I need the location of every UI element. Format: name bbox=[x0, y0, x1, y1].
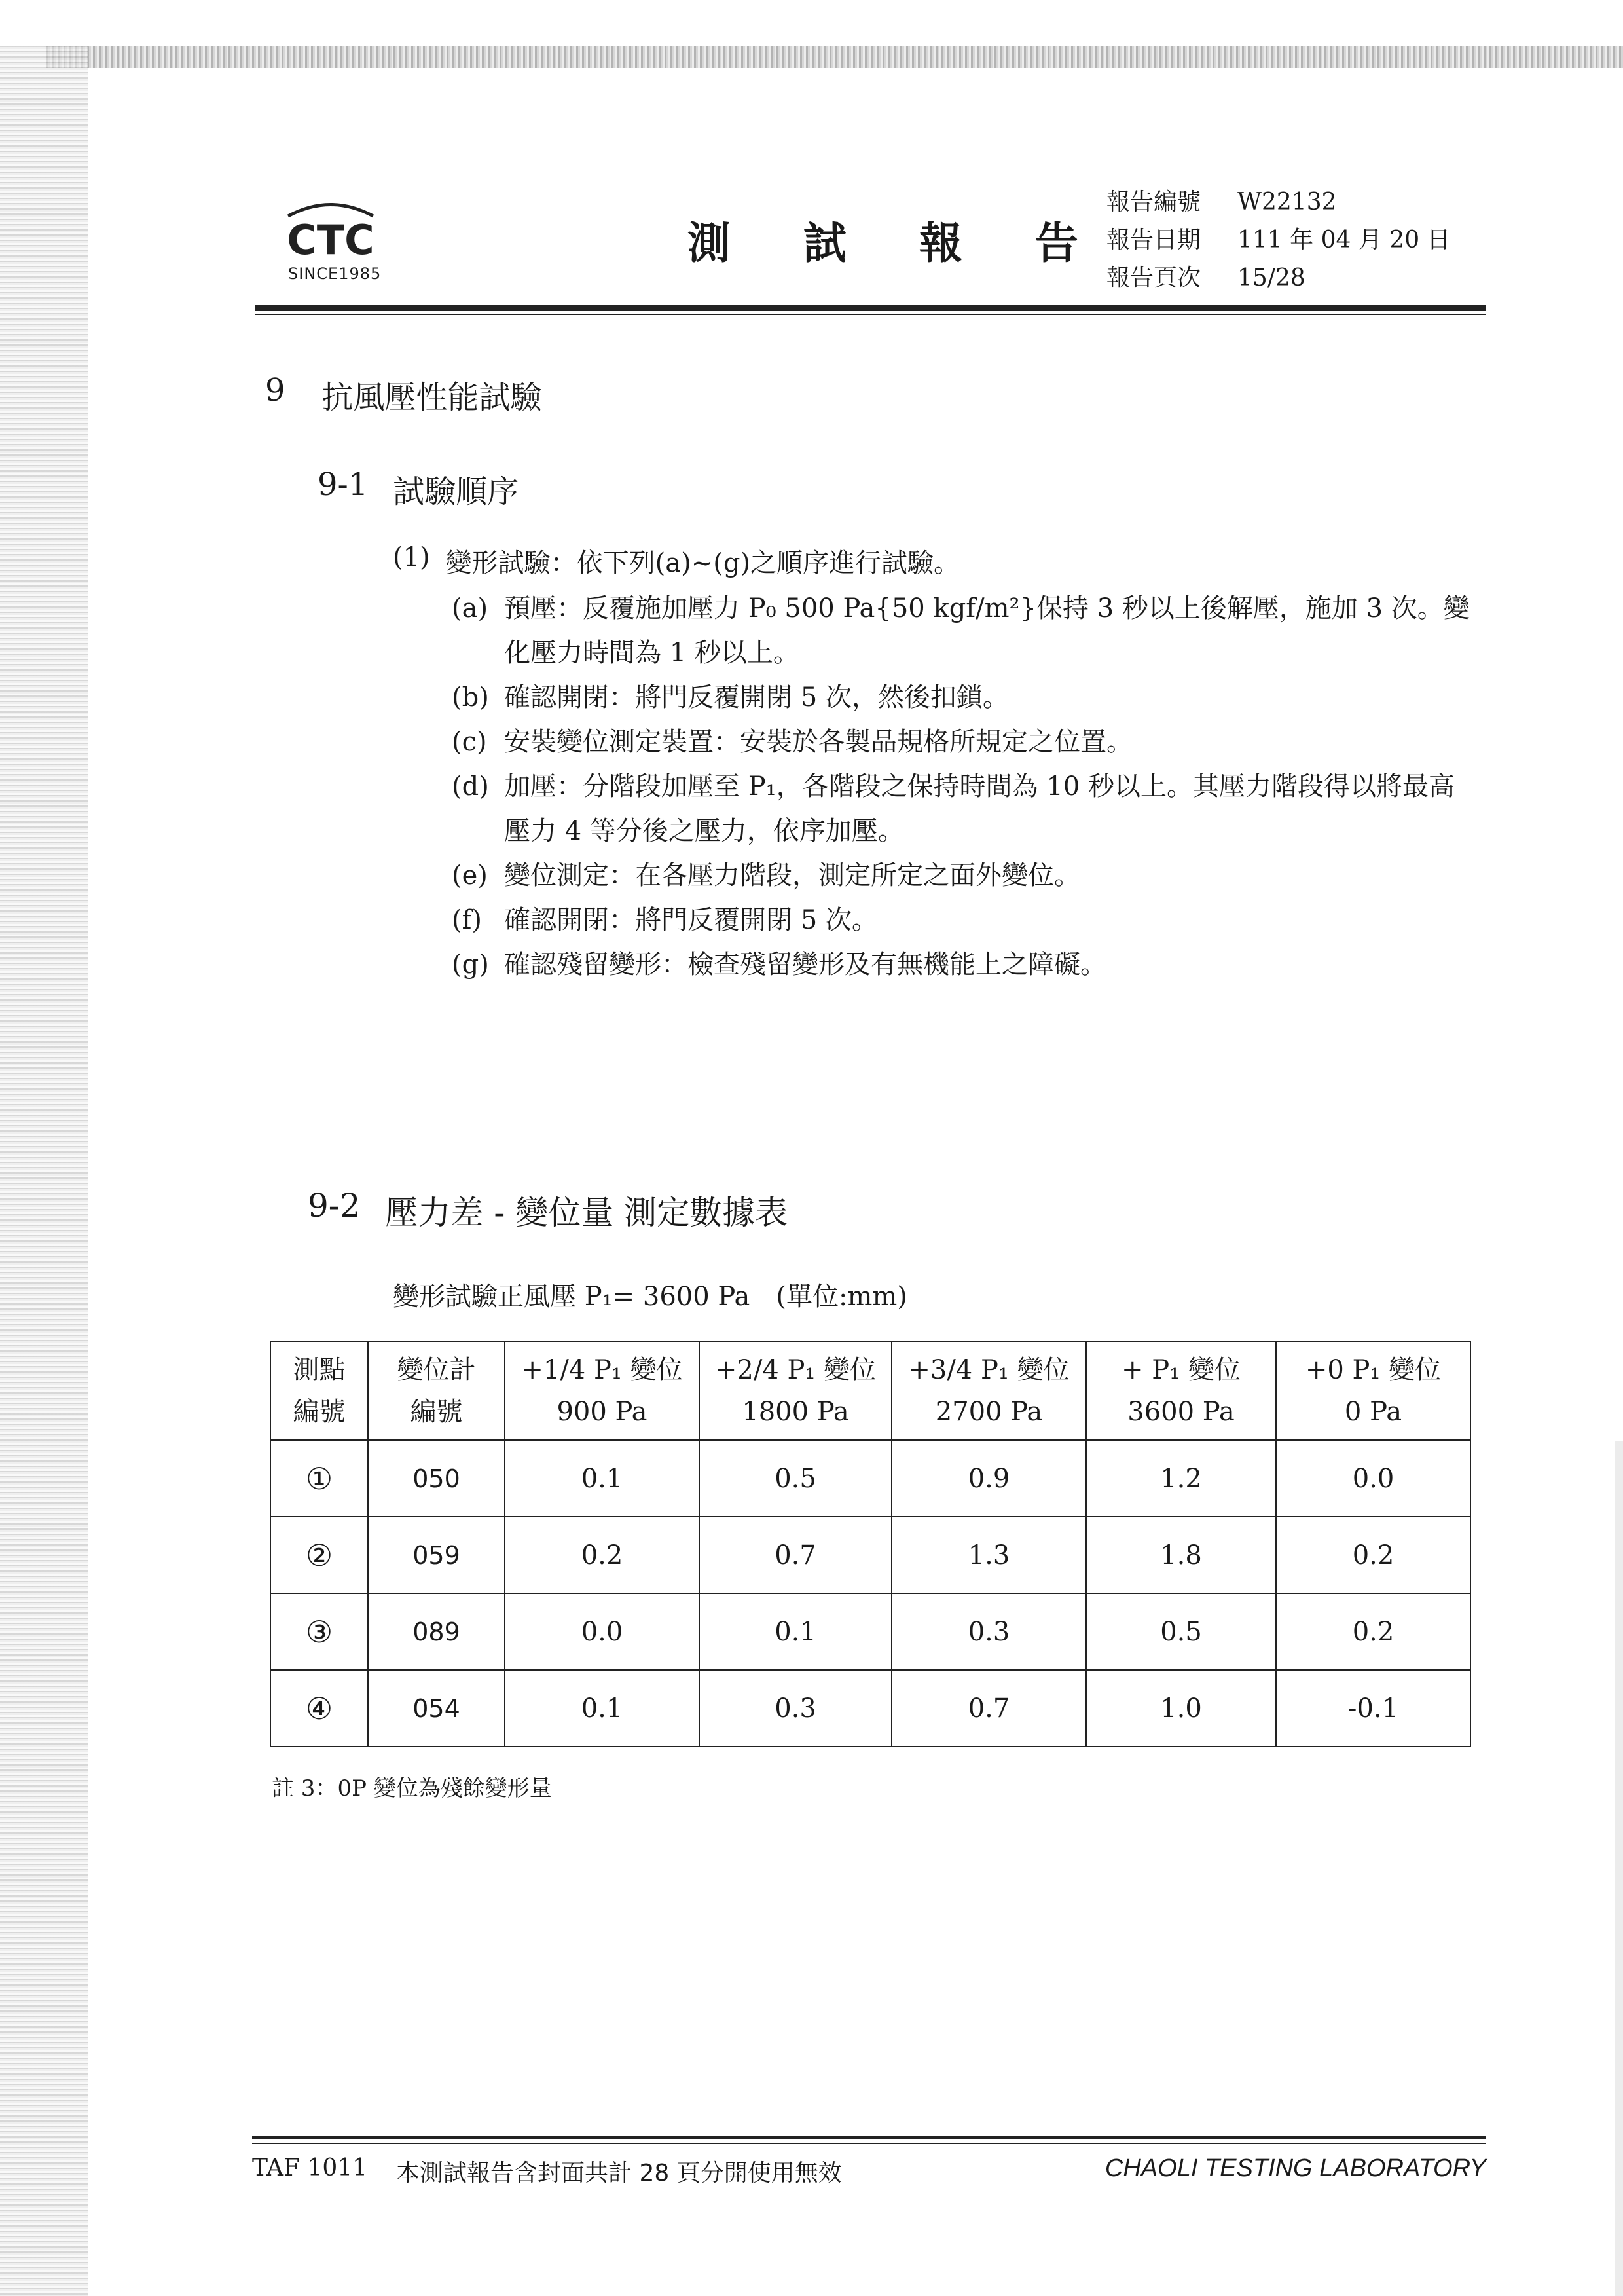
ctc-logo bbox=[275, 196, 386, 262]
header-line1: +1/4 P₁ 變位 bbox=[521, 1355, 683, 1385]
gauge-cell: 054 bbox=[368, 1670, 505, 1747]
value-cell: 0.0 bbox=[505, 1593, 699, 1670]
step-letter: (d) bbox=[452, 771, 489, 802]
meta-label: 報告日期 bbox=[1106, 227, 1201, 253]
logo-text: CTC bbox=[287, 216, 374, 262]
footer-rule bbox=[252, 2136, 1486, 2139]
step-text: 確認開閉：將門反覆開閉 5 次。 bbox=[504, 905, 878, 935]
footer-lab: CHAOLI TESTING LABORATORY bbox=[1104, 2155, 1486, 2182]
displacement-table bbox=[270, 1341, 1471, 1747]
table-note: 註 3：0P 變位為殘餘變形量 bbox=[272, 1775, 552, 1802]
value-cell: 0.7 bbox=[699, 1517, 892, 1593]
value-cell: 0.1 bbox=[505, 1670, 699, 1747]
point-cell: ③ bbox=[270, 1593, 368, 1670]
table-header-row bbox=[270, 1342, 1470, 1440]
procedure-step bbox=[452, 764, 1473, 853]
meta-value: W22132 bbox=[1237, 189, 1337, 215]
header-line2: 2700 Pa bbox=[935, 1397, 1043, 1427]
value-cell: 1.3 bbox=[892, 1517, 1086, 1593]
procedure-steps bbox=[452, 586, 1473, 987]
procedure-heading bbox=[393, 542, 960, 580]
meta-row-number bbox=[1106, 183, 1451, 221]
meta-label: 報告頁次 bbox=[1106, 265, 1201, 291]
value-cell: 0.5 bbox=[1086, 1593, 1276, 1670]
step-text: 確認開閉：將門反覆開閉 5 次，然後扣鎖。 bbox=[504, 682, 1009, 713]
footer bbox=[252, 2155, 1486, 2188]
step-text: 加壓：分階段加壓至 P₁，各階段之保持時間為 10 秒以上。其壓力階段得以將最高壓力 4 等分後之壓力，依序加壓。 bbox=[504, 771, 1455, 846]
step-letter: (f) bbox=[452, 905, 483, 935]
procedure-step bbox=[452, 853, 1473, 898]
section-number: 9 bbox=[265, 372, 285, 409]
table-row bbox=[270, 1440, 1470, 1517]
procedure-step bbox=[452, 942, 1473, 987]
scan-edge-right bbox=[1615, 1441, 1623, 2296]
footer-text: 本測試報告含封面共計 28 頁分開使用無效 bbox=[396, 2160, 842, 2187]
point-cell: ② bbox=[270, 1517, 368, 1593]
point-cell: ① bbox=[270, 1440, 368, 1517]
step-text: 確認殘留變形：檢查殘留變形及有無機能上之障礙。 bbox=[504, 950, 1106, 980]
meta-value: 15/28 bbox=[1237, 265, 1305, 291]
value-cell: -0.1 bbox=[1276, 1670, 1470, 1747]
header-line2: 0 Pa bbox=[1344, 1397, 1402, 1427]
meta-label: 報告編號 bbox=[1106, 189, 1201, 215]
header-line2: 3600 Pa bbox=[1127, 1397, 1235, 1427]
procedure-step bbox=[452, 586, 1473, 675]
step-text: 安裝變位測定裝置：安裝於各製品規格所規定之位置。 bbox=[504, 727, 1133, 757]
subsection-heading-9-2 bbox=[308, 1187, 788, 1234]
report-title: 測 試 報 告 bbox=[687, 217, 1107, 268]
step-text: 預壓：反覆施加壓力 P₀ 500 Pa{50 kgf/m²}保持 3 秒以上後解壓，施加 3 次。變化壓力時間為 1 秒以上。 bbox=[504, 593, 1470, 668]
gauge-cell: 059 bbox=[368, 1517, 505, 1593]
footer-rule-thin bbox=[252, 2143, 1486, 2144]
header-line1: +0 P₁ 變位 bbox=[1305, 1355, 1442, 1385]
point-cell: ④ bbox=[270, 1670, 368, 1747]
value-cell: 0.0 bbox=[1276, 1440, 1470, 1517]
header-line1: 測點 bbox=[293, 1355, 346, 1385]
step-letter: (e) bbox=[452, 861, 488, 891]
subsection-heading-9-1 bbox=[318, 466, 519, 511]
value-cell: 0.9 bbox=[892, 1440, 1086, 1517]
gauge-cell: 050 bbox=[368, 1440, 505, 1517]
header-rule bbox=[255, 305, 1486, 311]
header-line2: 1800 Pa bbox=[742, 1397, 849, 1427]
value-cell: 0.2 bbox=[1276, 1593, 1470, 1670]
value-cell: 1.8 bbox=[1086, 1517, 1276, 1593]
procedure-step bbox=[452, 675, 1473, 720]
subsection-number: 9-1 bbox=[318, 466, 369, 503]
value-cell: 0.5 bbox=[699, 1440, 892, 1517]
header-line1: 變位計 bbox=[397, 1355, 476, 1385]
procedure-title: 變形試驗：依下列(a)~(g)之順序進行試驗。 bbox=[445, 548, 960, 578]
procedure-step bbox=[452, 898, 1473, 942]
step-text: 變位測定：在各壓力階段，測定所定之面外變位。 bbox=[504, 861, 1080, 891]
section-heading bbox=[265, 372, 542, 417]
procedure-step bbox=[452, 720, 1473, 764]
value-cell: 0.2 bbox=[1276, 1517, 1470, 1593]
subsection-title: 試驗順序 bbox=[393, 473, 519, 510]
header-line1: + P₁ 變位 bbox=[1122, 1355, 1241, 1385]
step-letter: (a) bbox=[452, 593, 488, 623]
table-row bbox=[270, 1517, 1470, 1593]
header-line1: +2/4 P₁ 變位 bbox=[714, 1355, 877, 1385]
header-cell bbox=[368, 1342, 505, 1440]
header-line1: +3/4 P₁ 變位 bbox=[908, 1355, 1070, 1385]
header-cell bbox=[1276, 1342, 1470, 1440]
header-rule-thin bbox=[255, 314, 1486, 315]
table-caption: 變形試驗正風壓 P₁= 3600 Pa (單位:mm) bbox=[393, 1282, 907, 1312]
value-cell: 1.0 bbox=[1086, 1670, 1276, 1747]
footer-code: TAF 1011 bbox=[252, 2155, 368, 2181]
value-cell: 0.3 bbox=[892, 1593, 1086, 1670]
section-title: 抗風壓性能試驗 bbox=[321, 379, 542, 416]
subsection-number: 9-2 bbox=[308, 1187, 361, 1225]
header-cell bbox=[699, 1342, 892, 1440]
header-cell bbox=[270, 1342, 368, 1440]
header-cell bbox=[505, 1342, 699, 1440]
meta-row-page bbox=[1106, 259, 1451, 297]
report-meta bbox=[1106, 183, 1451, 297]
value-cell: 0.1 bbox=[699, 1593, 892, 1670]
value-cell: 0.2 bbox=[505, 1517, 699, 1593]
scan-edge-top bbox=[46, 46, 1623, 68]
header-line2: 編號 bbox=[293, 1397, 346, 1427]
header-cell bbox=[892, 1342, 1086, 1440]
header-line2: 900 Pa bbox=[556, 1397, 647, 1427]
step-letter: (c) bbox=[452, 727, 487, 757]
procedure-number: (1) bbox=[393, 542, 430, 572]
scan-edge-left bbox=[0, 46, 88, 2296]
value-cell: 1.2 bbox=[1086, 1440, 1276, 1517]
ctc-logo-mark bbox=[275, 196, 386, 262]
gauge-cell: 089 bbox=[368, 1593, 505, 1670]
header-cell bbox=[1086, 1342, 1276, 1440]
step-letter: (b) bbox=[452, 682, 489, 713]
table-row bbox=[270, 1593, 1470, 1670]
step-letter: (g) bbox=[452, 950, 489, 980]
meta-row-date bbox=[1106, 221, 1451, 259]
value-cell: 0.1 bbox=[505, 1440, 699, 1517]
subsection-title: 壓力差 - 變位量 測定數據表 bbox=[385, 1194, 788, 1232]
meta-value: 111 年 04 月 20 日 bbox=[1237, 227, 1451, 253]
value-cell: 0.3 bbox=[699, 1670, 892, 1747]
header-line2: 編號 bbox=[410, 1397, 463, 1427]
table-row bbox=[270, 1670, 1470, 1747]
value-cell: 0.7 bbox=[892, 1670, 1086, 1747]
logo-since: SINCE1985 bbox=[288, 265, 382, 283]
